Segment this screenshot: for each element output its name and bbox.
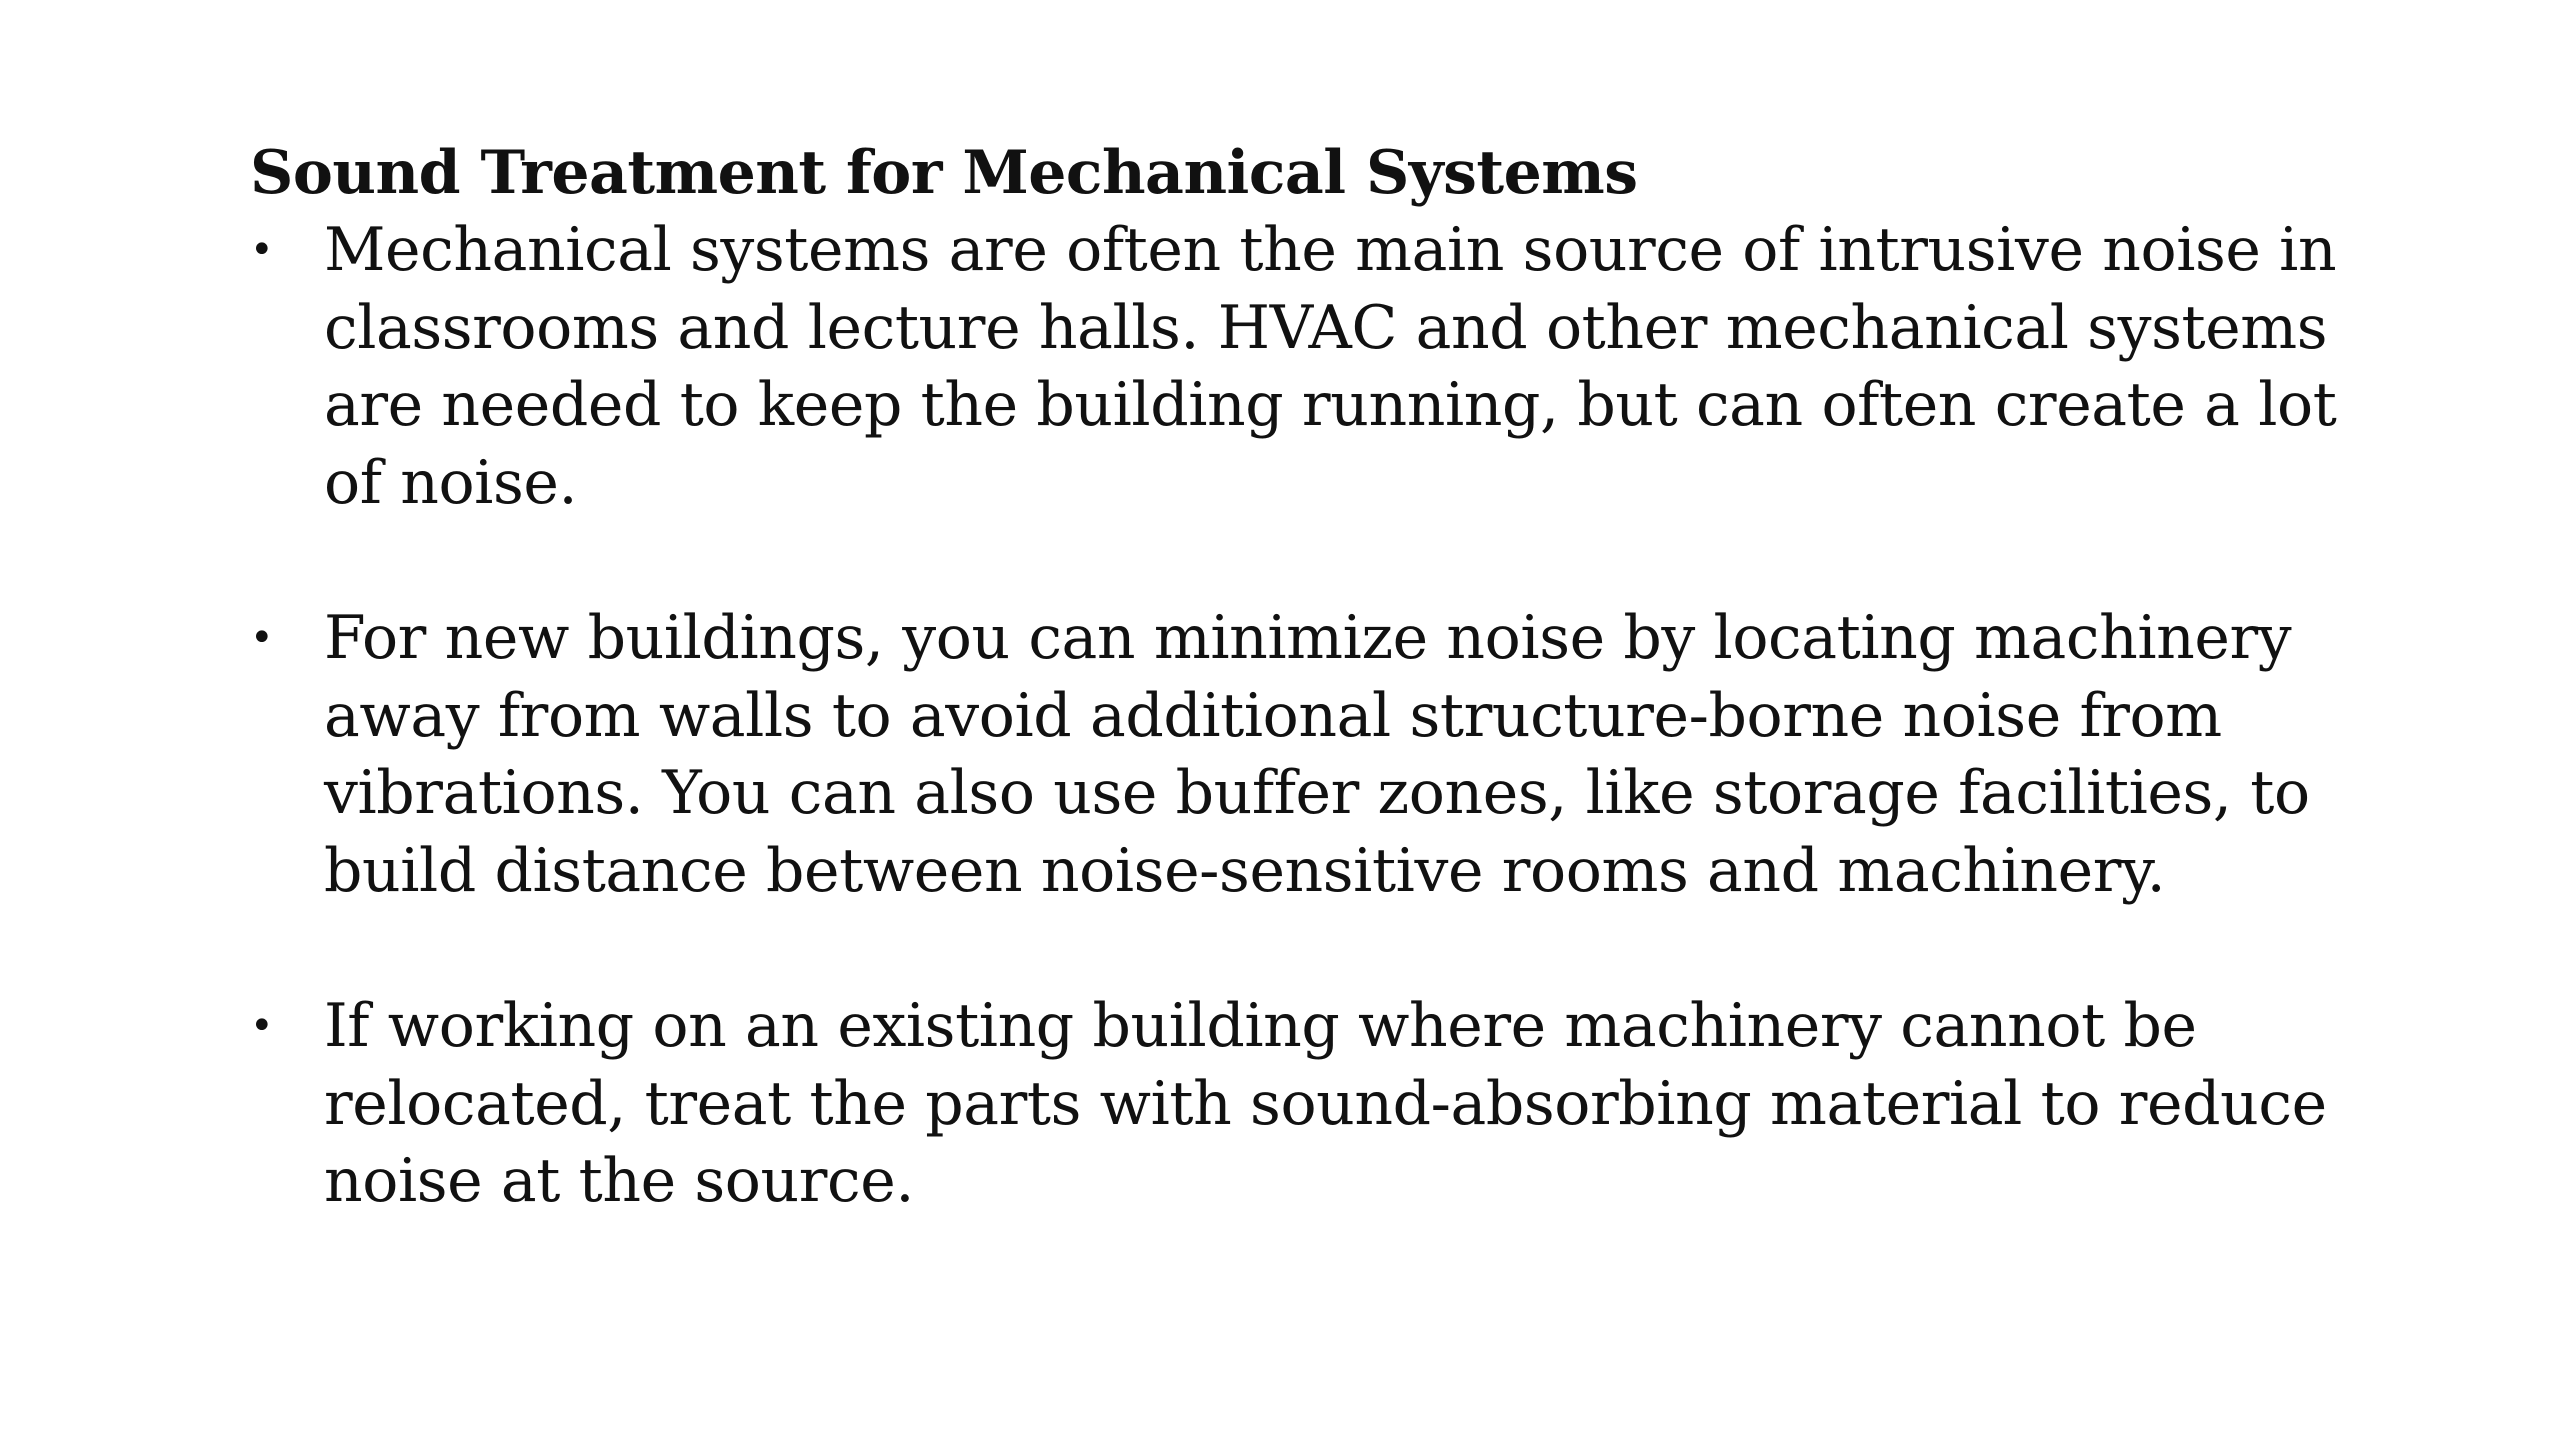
bullet-item bbox=[250, 600, 2400, 910]
bullet-text: If working on an existing building where machinery cannot be relocated, treat the parts with sound-absorbing material to reduce noise at the source. bbox=[324, 991, 2327, 1216]
bullet-icon: • bbox=[250, 615, 274, 661]
bullet-text: For new buildings, you can minimize noise by locating machinery away from walls to avoid additional structure-borne noise from vibrations. You can also use buffer zones, like storage facilities, to build distance between noise-sensitive rooms and machinery. bbox=[324, 603, 2310, 906]
bullet-icon: • bbox=[250, 227, 274, 273]
bullet-list bbox=[250, 212, 2400, 1221]
bullet-item bbox=[250, 212, 2400, 522]
bullet-icon: • bbox=[250, 1003, 274, 1049]
slide-content bbox=[250, 134, 2400, 1221]
slide-title: Sound Treatment for Mechanical Systems bbox=[250, 138, 1638, 208]
bullet-text: Mechanical systems are often the main source of intrusive noise in classrooms and lecture halls. HVAC and other mechanical systems are needed to keep the building running, but can often create a lot of noise. bbox=[324, 215, 2337, 518]
bullet-item bbox=[250, 988, 2400, 1221]
